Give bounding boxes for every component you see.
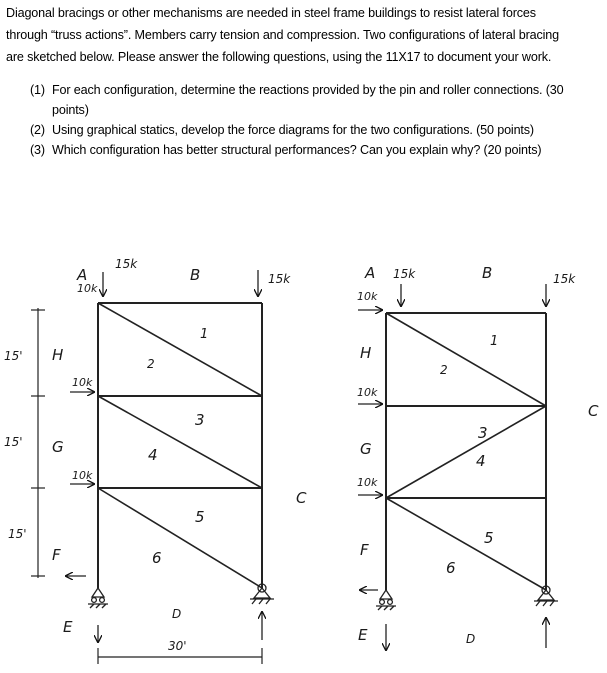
left-label-e: E bbox=[63, 618, 73, 636]
right-member-3: 3 bbox=[478, 424, 488, 442]
right-top-load-right: 15k bbox=[553, 272, 576, 286]
right-lateral-load-low: 10k bbox=[357, 476, 378, 489]
left-label-a: A bbox=[77, 266, 88, 284]
left-member-1: 1 bbox=[200, 327, 209, 342]
left-member-2: 2 bbox=[147, 357, 155, 371]
left-story-height-1: 15' bbox=[4, 349, 23, 363]
left-label-b: B bbox=[190, 266, 201, 284]
left-lateral-load-mid: 10k bbox=[72, 376, 93, 389]
question-number: (3) bbox=[30, 143, 45, 157]
question-number: (1) bbox=[30, 83, 45, 97]
left-brace-lower bbox=[98, 488, 262, 588]
left-span: 30' bbox=[168, 639, 187, 653]
left-lateral-load-top: 10k bbox=[77, 282, 98, 295]
right-label-b: B bbox=[482, 264, 493, 282]
right-member-6: 6 bbox=[446, 559, 456, 577]
right-label-d: D bbox=[466, 632, 476, 646]
right-label-f: F bbox=[360, 541, 369, 559]
left-top-load-left: 15k bbox=[115, 257, 138, 271]
right-brace-upper bbox=[386, 313, 546, 406]
right-configuration bbox=[358, 284, 558, 650]
intro-line-3: are sketched below. Please answer the following questions, using the 11X17 to document your work. bbox=[6, 50, 552, 64]
left-label-f: F bbox=[52, 546, 61, 564]
left-story-height-2: 15' bbox=[4, 435, 23, 449]
left-member-5: 5 bbox=[195, 508, 205, 526]
right-member-1: 1 bbox=[490, 334, 499, 349]
question-text: Which configuration has better structural performances? Can you explain why? (20 points) bbox=[52, 143, 542, 157]
left-label-g: G bbox=[52, 438, 64, 456]
question-number: (2) bbox=[30, 123, 45, 137]
left-label-d: D bbox=[172, 607, 182, 621]
left-top-load-right: 15k bbox=[268, 272, 291, 286]
right-brace-lower bbox=[386, 498, 546, 590]
left-label-c: C bbox=[296, 489, 307, 507]
right-member-2: 2 bbox=[440, 363, 448, 377]
left-brace-upper bbox=[98, 303, 262, 396]
left-member-4: 4 bbox=[148, 446, 158, 464]
question-text: For each configuration, determine the reactions provided by the pin and roller connections. (30 bbox=[52, 83, 564, 97]
question-text: Using graphical statics, develop the force diagrams for the two configurations. (50 points) bbox=[52, 123, 534, 137]
left-member-3: 3 bbox=[195, 411, 205, 429]
right-label-a: A bbox=[365, 264, 376, 282]
right-label-e: E bbox=[358, 626, 368, 644]
right-member-4: 4 bbox=[476, 452, 486, 470]
right-label-g: G bbox=[360, 440, 372, 458]
left-configuration bbox=[31, 270, 274, 664]
right-label-c: C bbox=[588, 402, 599, 420]
left-member-6: 6 bbox=[152, 549, 162, 567]
right-lateral-load-mid: 10k bbox=[357, 386, 378, 399]
intro-line-2: through “truss actions”. Members carry tension and compression. Two configurations of lateral bracing bbox=[6, 28, 560, 42]
left-lateral-load-low: 10k bbox=[72, 469, 93, 482]
question-1-continuation: points) bbox=[52, 103, 89, 117]
right-pin-support bbox=[534, 586, 558, 606]
right-label-h: H bbox=[360, 344, 372, 362]
right-member-5: 5 bbox=[484, 529, 494, 547]
left-roller-support bbox=[88, 588, 108, 608]
left-story-height-3: 15' bbox=[8, 527, 27, 541]
right-roller-support bbox=[376, 590, 396, 610]
right-labels bbox=[357, 264, 599, 646]
right-brace-middle bbox=[386, 406, 546, 498]
right-lateral-load-top: 10k bbox=[357, 290, 378, 303]
left-label-h: H bbox=[52, 346, 64, 364]
right-top-load-left: 15k bbox=[393, 267, 416, 281]
left-pin-support bbox=[250, 584, 274, 604]
left-brace-middle bbox=[98, 396, 262, 488]
intro-line-1: Diagonal bracings or other mechanisms are needed in steel frame buildings to resist lateral forces bbox=[6, 6, 536, 20]
